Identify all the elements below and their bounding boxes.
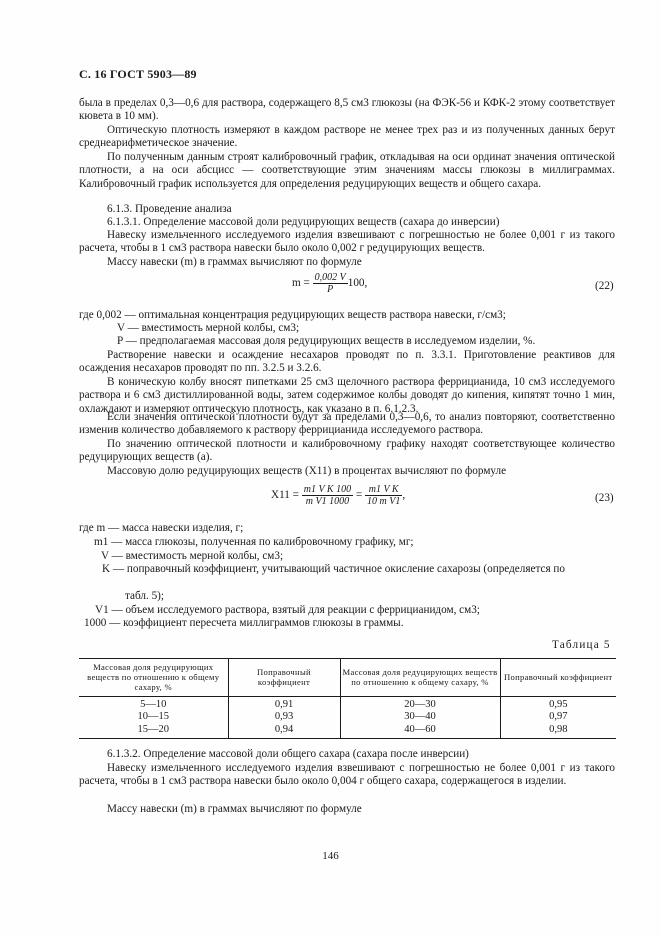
running-header: С. 16 ГОСТ 5903—89 <box>79 67 197 81</box>
fraction-numerator: m1 V K 100 <box>303 484 352 495</box>
table-5 <box>79 658 616 739</box>
where-line: V1 — объем исследуемого раствора, взятый для реакции с феррицианидом, см3; <box>95 604 480 616</box>
section-heading: 6.1.3. Проведение анализа <box>107 203 232 215</box>
section-heading: 6.1.3.1. Определение массовой доли редуцирующих веществ (сахара до инверсии) <box>107 216 500 228</box>
table-caption: Таблица 5 <box>552 639 611 651</box>
table-header-row <box>79 659 616 697</box>
where-line: где m — масса навески изделия, г; <box>79 522 244 534</box>
formula-fraction <box>365 484 402 507</box>
formula-tail: , <box>402 489 406 502</box>
paragraph: Навеску измельченного исследуемого изделия взвешивают с погрешностью не более 0,001 г из такого расчета, чтобы в 1 см3 раствора навески было около 0,004 г общего сахара, содержащегося в изделии. <box>79 762 615 788</box>
where-line: где 0,002 — оптимальная концентрация редуцирующих веществ раствора навески, г/см3; <box>79 309 506 321</box>
table-cell: 0,97 <box>500 711 616 724</box>
where-line: V — вместимость мерной колбы, см3; <box>117 322 300 334</box>
formula-lhs: X11 = <box>271 489 299 502</box>
table-row <box>79 711 616 724</box>
formula-equals: = <box>355 489 363 502</box>
fraction-numerator: 0,002 V <box>314 272 346 283</box>
paragraph: Если значения оптической плотности будут за пределами 0,3—0,6, то анализ повторяют, соответственно изменив количество добавляемого к раствору феррицианида исследуемого раствора. <box>79 411 615 437</box>
paragraph: По полученным данным строят калибровочный график, откладывая на оси ординат значения оптической плотности, а на оси абсцисс — соответствующие этим значениям массы глюкозы в миллиграммах. Калибровочный график используется для определения редуцирующих веществ и общего сахара. <box>79 151 615 190</box>
paragraph: была в пределах 0,3—0,6 для раствора, содержащего 8,5 см3 глюкозы (на ФЭК-56 и КФК-2 этому соответствует кювета в 10 мм). <box>79 97 615 123</box>
table-cell: 20—30 <box>340 696 500 711</box>
paragraph: Массу навески (m) в граммах вычисляют по формуле <box>107 256 362 268</box>
formula-23 <box>271 484 405 507</box>
table-header-cell: Поправочный коэффициент <box>500 659 616 697</box>
paragraph: По значению оптической плотности и калибровочному графику находят соответствующее количество редуцирующих веществ (а). <box>79 438 615 464</box>
paragraph: В коническую колбу вносят пипетками 25 см3 щелочного раствора феррицианида, 10 см3 исследуемого раствора и 6 см3 дистиллированной воды, затем содержимое колбы доводят до кипения, кипятят точно 1 мин, охлаждают и измеряют оптическую плотность, как указано в п. 6.1.2.3. <box>79 376 615 415</box>
formula-lhs: m = <box>292 277 310 290</box>
table-cell: 10—15 <box>137 711 169 723</box>
table-header-cell: Поправочный коэффициент <box>228 659 340 697</box>
where-line: m1 — масса глюкозы, полученная по калибровочному графику, мг; <box>94 536 414 548</box>
fraction-denominator: 10 m V1 <box>367 496 401 507</box>
formula-rhs: 100, <box>347 277 368 290</box>
table-row <box>79 696 616 711</box>
equation-number: (22) <box>595 280 614 292</box>
paragraph: Оптическую плотность измеряют в каждом растворе не менее трех раз и из полученных данных берут среднеарифметическое значение. <box>79 124 615 150</box>
formula-fraction <box>313 272 348 295</box>
table-header-cell: Массовая доля редуцирующих веществ по отношению к общему сахару, % <box>340 659 500 697</box>
where-line: P — предполагаемая массовая доля редуцирующих веществ в исследуемом изделии, %. <box>117 335 536 347</box>
paragraph: Навеску измельченного исследуемого изделия взвешивают с погрешностью не более 0,001 г из такого расчета, чтобы в 1 см3 раствора навески было около 0,002 г редуцирующих веществ. <box>79 229 615 255</box>
where-line: K — поправочный коэффициент, учитывающий частичное окисление сахарозы (определяется по <box>102 563 565 575</box>
fraction-denominator: P <box>327 284 334 295</box>
section-heading: 6.1.3.2. Определение массовой доли общего сахара (сахара после инверсии) <box>107 748 469 760</box>
page-number: 146 <box>322 850 339 862</box>
paragraph: Массу навески (m) в граммах вычисляют по формуле <box>107 803 362 815</box>
formula-fraction <box>302 484 353 507</box>
formula-22 <box>292 272 367 295</box>
where-line: 1000 — коэффициент пересчета миллиграммов глюкозы в граммы. <box>84 617 404 629</box>
table-cell: 40—60 <box>340 724 500 739</box>
where-line: V — вместимость мерной колбы, см3; <box>101 550 284 562</box>
table-cell: 30—40 <box>340 711 500 724</box>
fraction-numerator: m1 V K <box>365 484 402 496</box>
table-cell: 0,95 <box>500 696 616 711</box>
paragraph: Массовую долю редуцирующих веществ (Х11) в процентах вычисляют по формуле <box>107 465 507 477</box>
table-cell: 0,98 <box>500 724 616 739</box>
table-row <box>79 724 616 739</box>
table-header-cell: Массовая доля редуцирующих веществ по отношению к общему сахару, % <box>79 659 228 697</box>
where-line: табл. 5); <box>125 590 165 602</box>
table-cell: 5—10 <box>140 698 167 710</box>
equation-number: (23) <box>595 492 614 504</box>
table-cell: 0,91 <box>228 696 340 711</box>
table-cell: 0,94 <box>228 724 340 739</box>
fraction-denominator: m V1 1000 <box>305 496 350 507</box>
table-cell: 15—20 <box>79 724 228 739</box>
paragraph: Растворение навески и осаждение несахаров проводят по п. 3.3.1. Приготовление реактивов для осаждения несахаров проводят по пп. 3.2.5 и 3.2.6. <box>79 349 615 375</box>
table-cell: 0,93 <box>228 711 340 724</box>
